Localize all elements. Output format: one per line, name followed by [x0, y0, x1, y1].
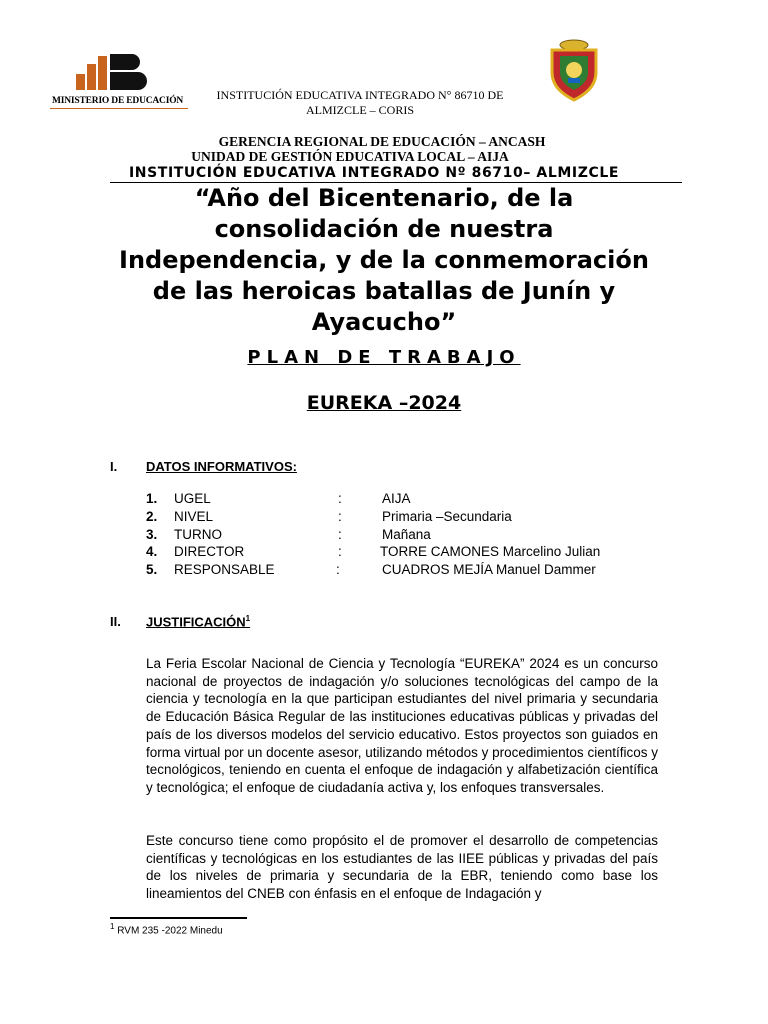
plan-title: PLAN DE TRABAJO: [247, 347, 521, 368]
ministerio-logo: [50, 50, 190, 112]
section-1-title: DATOS INFORMATIVOS:: [146, 459, 297, 474]
ugel-heading: UNIDAD DE GESTIÓN EDUCATIVA LOCAL – AIJA: [191, 149, 509, 164]
justification-paragraph-1: La Feria Escolar Nacional de Ciencia y Tecnología “EUREKA” 2024 es un concurso nacional de proyectos de indagación y/o soluciones tecnológicas del campo de la ciencia y tecnología en la que participan estudiantes del nivel primaria y secundaria de Educación Básica Regular de las instituciones educativas públicas y privadas del país de los diversos modelos del servicio educativo. Estos proyectos son guiados en forma virtual por un docente asesor, utilizando métodos y procedimientos científicos y tecnológicos, teniendo en cuenta el enfoque de indagación y alfabetización científica y tecnológica; el enfoque de ciudadanía activa y, los enfoques transversales.: [146, 656, 658, 795]
gerencia-heading: GERENCIA REGIONAL DE EDUCACIÓN – ANCASH: [218, 134, 546, 149]
section-2-number: II.: [110, 614, 121, 629]
institution-header: INSTITUCIÓN EDUCATIVA INTEGRADO N° 86710 DE ALMIZCLE – CORIS: [216, 88, 504, 117]
year-motto: “Año del Bicentenario, de la consolidación de nuestra Independencia, y de la conmemoración de las heroicas batallas de Junín y Ayacucho”: [119, 184, 649, 336]
footnote: $^1$ RVM 235 -2022 Minedu: [110, 922, 223, 937]
footnote-divider: [110, 917, 247, 919]
ministerio-logo-text: MINISTERIO DE EDUCACIÓN: [52, 96, 184, 106]
section-1-number: I.: [110, 459, 118, 474]
section-2-title: JUSTIFICACIÓN$^1$: [146, 614, 251, 630]
project-title: EUREKA –2024: [306, 392, 462, 414]
institution-full-heading: INSTITUCIÓN EDUCATIVA INTEGRADO Nº 86710– ALMIZCLE: [129, 165, 620, 181]
justification-paragraph-2: Este concurso tiene como propósito el de promover el desarrollo de competencias científicas y tecnológicas en los estudiantes de las IIEE públicas y privadas del país de los niveles de primaria y secundaria de la EBR, teniendo como base los lineamientos del CNEB con énfasis en el enfoque de Indagación y: [146, 833, 658, 902]
footnote-ref: 1: [245, 614, 251, 623]
school-crest-icon: [546, 38, 602, 102]
